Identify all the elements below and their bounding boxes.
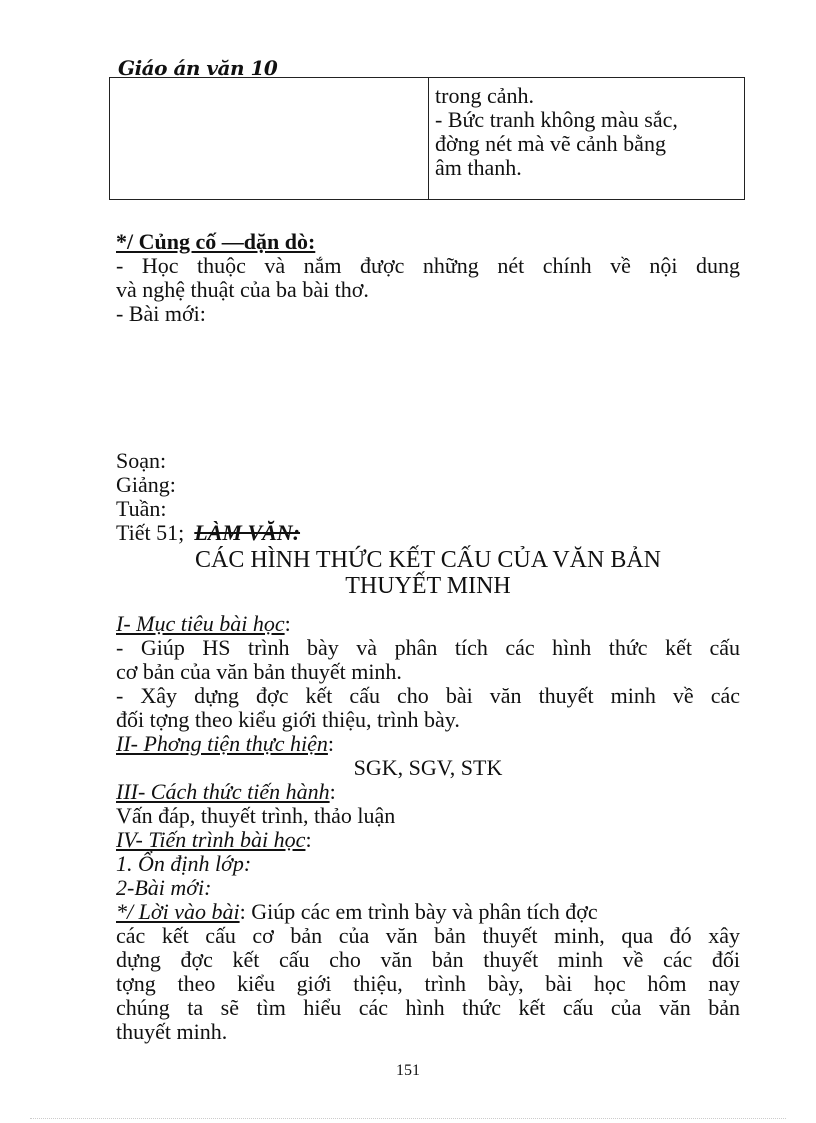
objective-line: cơ bản của văn bản thuyết minh.	[116, 659, 402, 684]
tiet-label: Tiết 51;	[116, 520, 185, 545]
cung-co-line: - Bài mới:	[116, 301, 206, 326]
step-2: 2-Bài mới:	[116, 875, 212, 900]
section4-colon: :	[305, 827, 312, 852]
intro-label: */ Lời vào bài	[116, 899, 240, 924]
objectives-section	[116, 612, 740, 1044]
objective-line: đối tợng theo kiểu giới thiệu, trình bày.	[116, 707, 460, 732]
tiet-subject: LÀM VĂN:	[194, 520, 301, 545]
giang-label: Giảng:	[116, 472, 176, 497]
section1-heading: I- Mục tiêu bài học	[116, 611, 285, 636]
page-bottom-divider	[30, 1118, 786, 1119]
title-line: THUYẾT MINH	[345, 573, 511, 599]
table-line: trong cảnh.	[435, 83, 534, 108]
section2-content: SGK, SGV, STK	[353, 755, 503, 780]
table-line: - Bức tranh không màu sắc,	[435, 107, 678, 132]
section3-colon: :	[329, 779, 336, 804]
intro-line: tợng theo kiểu giới thiệu, trình bày, bài học hôm nay	[116, 971, 740, 996]
cung-co-line: - Học thuộc và nắm được những nét chính về nội dung	[116, 253, 740, 278]
tuan-label: Tuần:	[116, 496, 167, 521]
page-number: 151	[396, 1062, 420, 1079]
lesson-title	[116, 547, 740, 599]
section3-heading: III- Cách thức tiến hành	[116, 779, 330, 804]
step-1: 1. Ổn định lớp:	[116, 851, 252, 876]
objective-line: - Xây dựng đợc kết cấu cho bài văn thuyết minh về các	[116, 683, 740, 708]
cung-co-section	[116, 230, 740, 326]
intro-text: : Giúp các em trình bày và phân tích đợc	[239, 899, 598, 924]
tiet-line	[116, 521, 740, 545]
objective-line: - Giúp HS trình bày và phân tích các hình thức kết cấu	[116, 635, 740, 660]
title-line: CÁC HÌNH THỨC KẾT CẤU CỦA VĂN BẢN	[195, 547, 661, 573]
intro-line: dựng đợc kết cấu cho văn bản thuyết minh về các đối	[116, 947, 740, 972]
section2-heading: II- Phơng tiện thực hiện	[116, 731, 328, 756]
section4-heading: IV- Tiến trình bài học	[116, 827, 306, 852]
table-right-cell	[429, 78, 744, 199]
lesson-table	[109, 77, 745, 200]
section2-colon: :	[327, 731, 335, 756]
intro-line: thuyết minh.	[116, 1019, 228, 1044]
soan-label: Soạn:	[116, 448, 167, 473]
intro-line: chúng ta sẽ tìm hiểu các hình thức kết cấu của văn bản	[116, 995, 740, 1020]
section3-content: Vấn đáp, thuyết trình, thảo luận	[116, 803, 396, 828]
cung-co-heading: */ Củng cố —dặn dò:	[116, 229, 316, 254]
table-line: âm thanh.	[435, 155, 522, 180]
intro-line: các kết cấu cơ bản của văn bản thuyết minh, qua đó xây	[116, 923, 740, 948]
table-line: đờng nét mà vẽ cảnh bằng	[435, 131, 666, 156]
page-header: Giáo án văn 10	[118, 56, 278, 80]
cung-co-line: và nghệ thuật của ba bài thơ.	[116, 277, 369, 302]
table-left-cell	[110, 78, 429, 199]
meta-block	[116, 449, 740, 545]
section1-colon: :	[284, 611, 291, 636]
